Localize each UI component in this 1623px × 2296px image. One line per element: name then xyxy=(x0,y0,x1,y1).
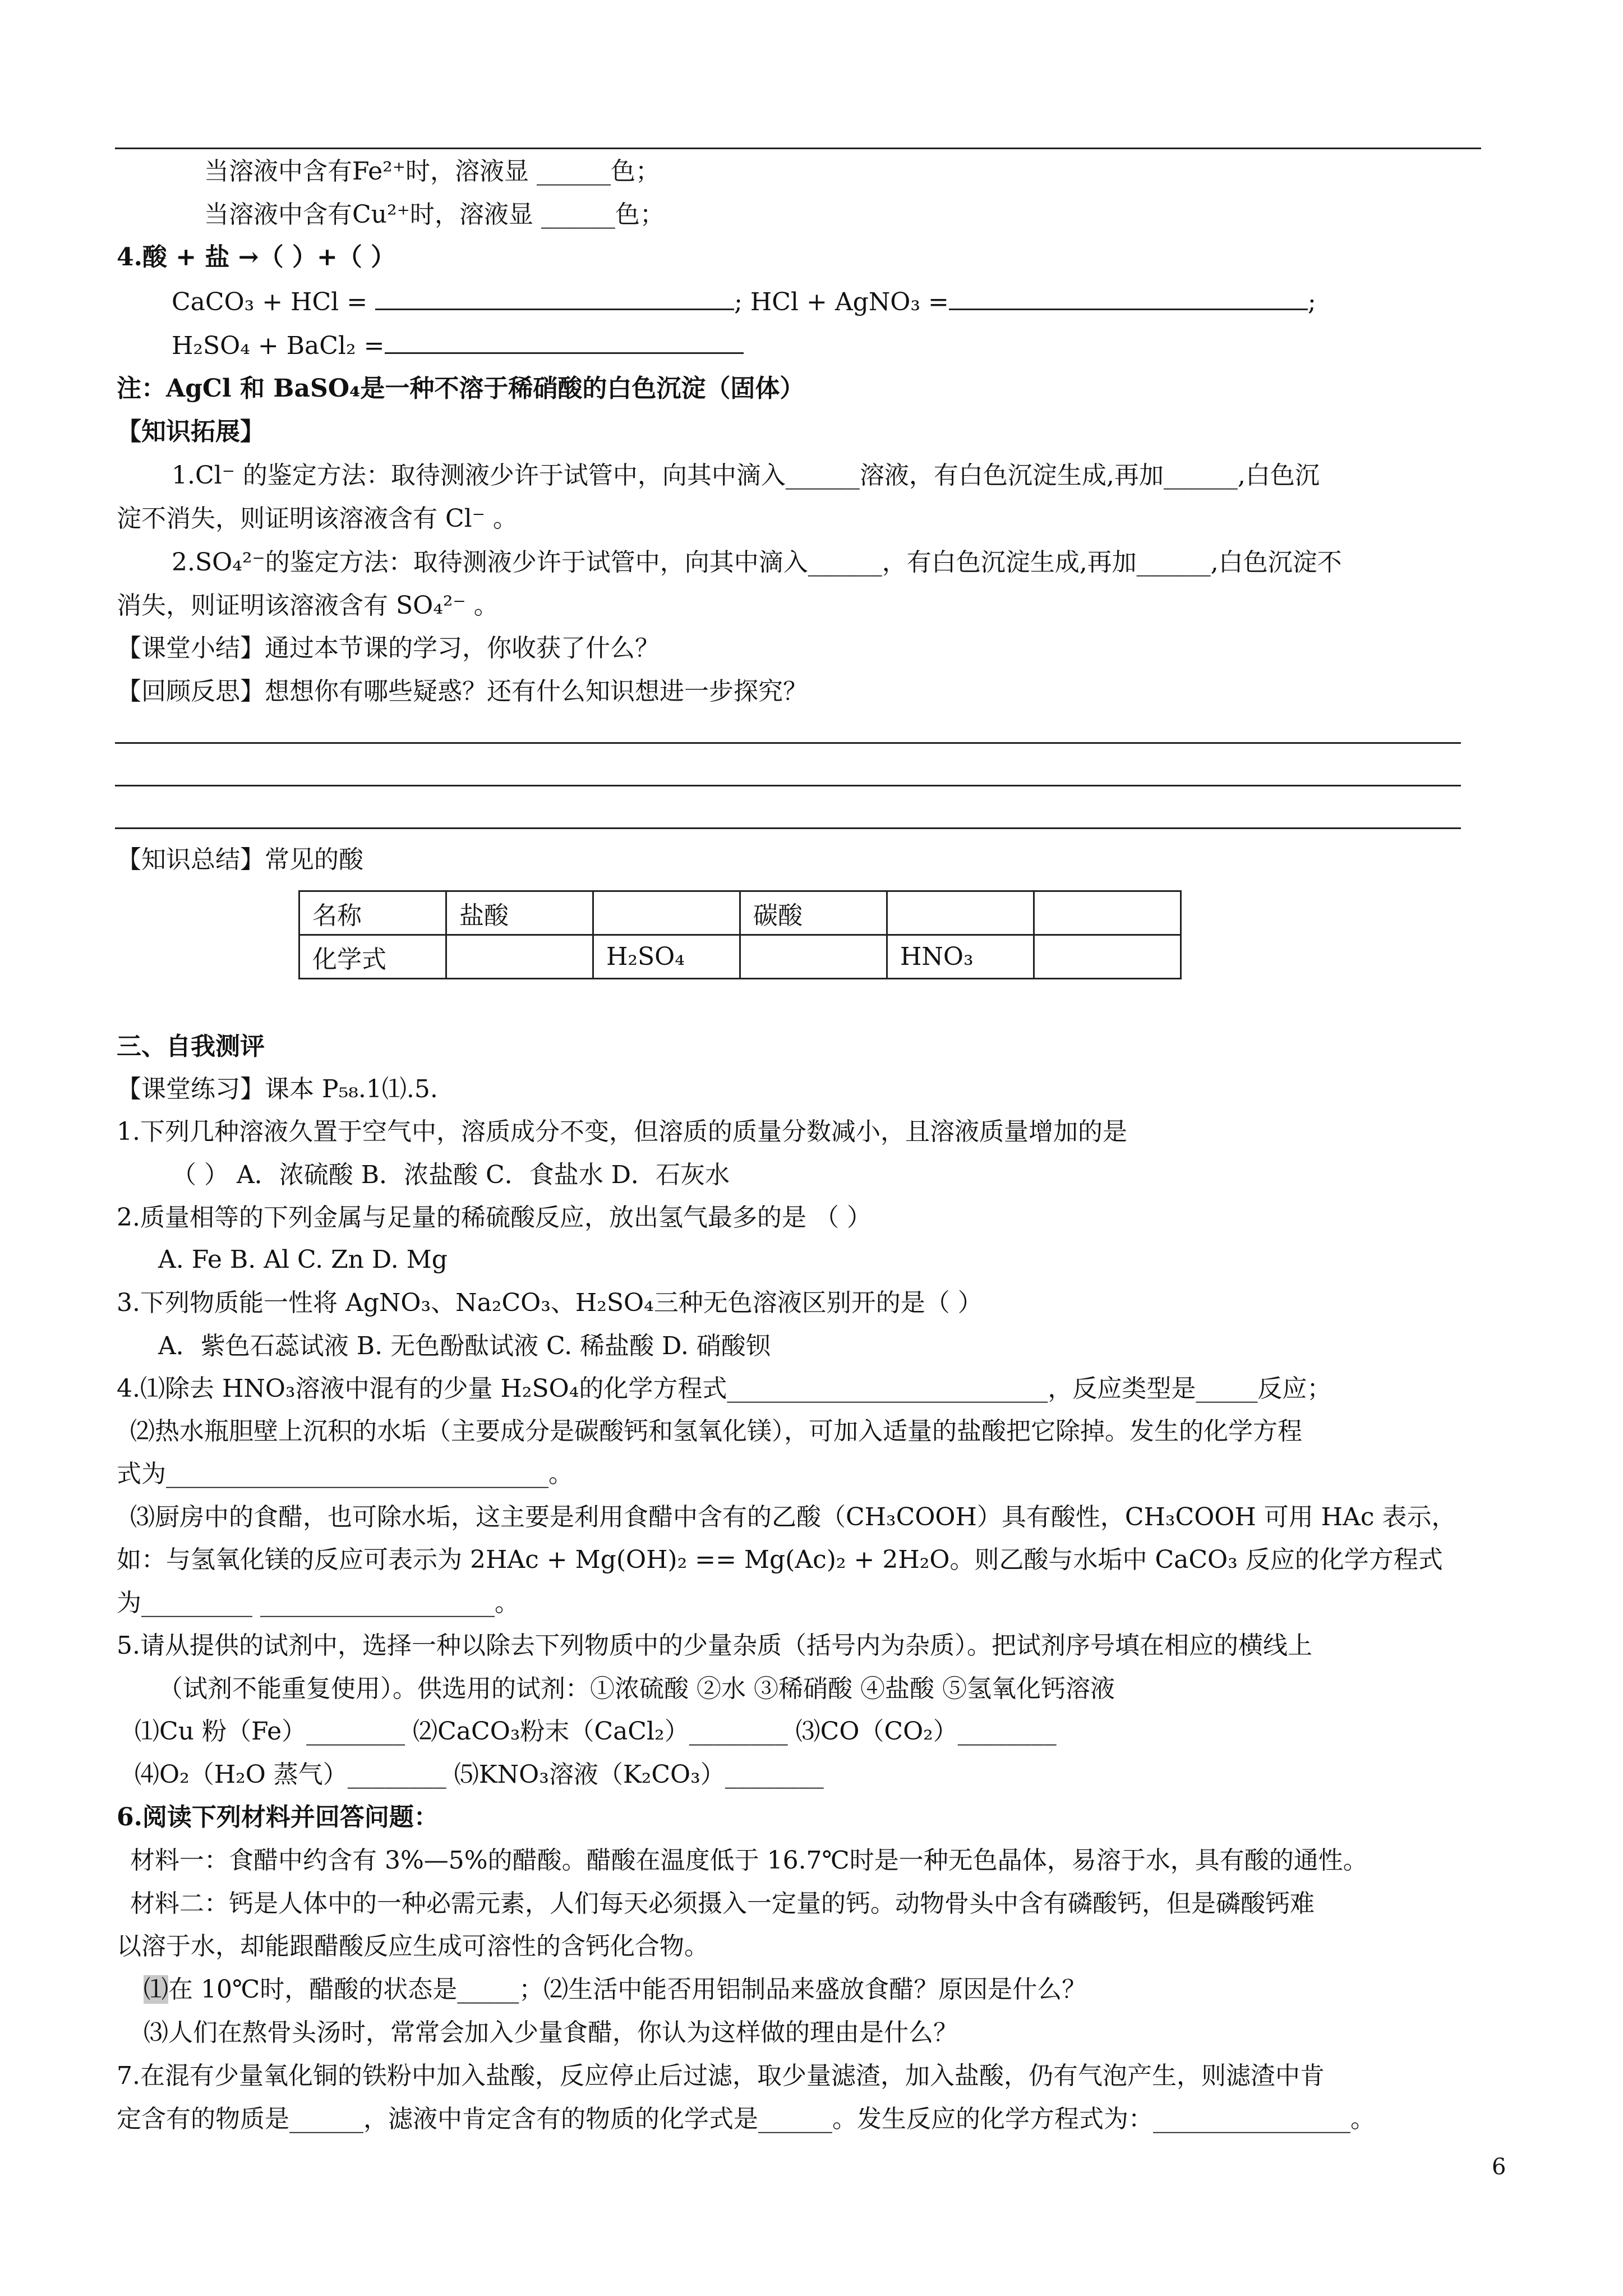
writing-line-1 xyxy=(115,742,1461,744)
question-1-options: （ ） A．浓硫酸 B．浓盐酸 C．食盐水 D．石灰水 xyxy=(172,1161,730,1189)
eq-h2so4-text: H₂SO₄ + BaCl₂ = xyxy=(172,332,385,360)
table-cell: H₂SO₄ xyxy=(593,935,740,979)
eq-hcl-agno3-blank xyxy=(949,286,1308,310)
eq-caco3-text: CaCO₃ + HCl = xyxy=(172,288,376,316)
question-6-sub-3: ⑶人们在熬骨头汤时，常常会加入少量食醋，你认为这样做的理由是什么？ xyxy=(144,2018,958,2047)
so4-test-line-2: 消失，则证明该溶液含有 SO₄²⁻ 。 xyxy=(117,591,499,620)
page-number: 6 xyxy=(1492,2154,1506,2180)
cl-test-line-2: 淀不消失，则证明该溶液含有 Cl⁻ 。 xyxy=(117,504,518,533)
table-cell: 名称 xyxy=(299,891,446,935)
question-5-items-1: ⑴Cu 粉（Fe）________ ⑵CaCO₃粉末（CaCl₂）________ ⑶CO（CO₂）________ xyxy=(135,1717,1057,1746)
line-cu-color: 当溶液中含有Cu²⁺时，溶液显 ______色； xyxy=(204,200,665,229)
table-row xyxy=(299,935,1181,979)
question-5-reagents: （试剂不能重复使用）。供选用的试剂：①浓硫酸 ②水 ③稀硝酸 ④盐酸 ⑤氢氧化钙溶液 xyxy=(158,1674,1115,1703)
so4-test-line-1: 2.SO₄²⁻的鉴定方法：取待测液少许于试管中，向其中滴入______，有白色沉淀生成,再加______,白色沉淀不 xyxy=(172,548,1342,577)
question-4-part-1: 4.⑴除去 HNO₃溶液中混有的少量 H₂SO₄的化学方程式__________________________，反应类型是_____反应； xyxy=(117,1374,1332,1403)
question-4-part-2-cont: 式为_______________________________。 xyxy=(117,1460,573,1488)
line-note: 注：AgCl 和 BaSO₄是一种不溶于稀硝酸的白色沉淀（固体） xyxy=(117,374,805,403)
question-3-options: A．紫色石蕊试液 B. 无色酚酞试液 C. 稀盐酸 D. 硝酸钡 xyxy=(158,1332,771,1360)
writing-line-2 xyxy=(115,785,1461,786)
question-6-sub-1 xyxy=(144,1974,1086,2005)
question-4-part-3: ⑶厨房中的食醋，也可除水垢，这主要是利用食醋中含有的乙酸（CH₃COOH）具有酸性，CH₃COOH 可用 HAc 表示， xyxy=(130,1503,1456,1531)
highlighted-marker: ⑴ xyxy=(144,1975,168,2004)
table-cell xyxy=(740,935,887,979)
common-acids-table xyxy=(298,890,1182,979)
table-cell xyxy=(887,891,1034,935)
table-cell: HNO₃ xyxy=(887,935,1034,979)
knowledge-extension-heading: 【知识拓展】 xyxy=(117,417,265,446)
line-acid-salt-title: 4.酸 + 盐 →（ ）+（ ） xyxy=(117,243,396,272)
question-5-stem: 5.请从提供的试剂中，选择一种以除去下列物质中的少量杂质（括号内为杂质）。把试剂序号填在相应的横线上 xyxy=(117,1631,1312,1660)
table-cell xyxy=(1034,891,1181,935)
class-summary: 【课堂小结】通过本节课的学习，你收获了什么？ xyxy=(117,634,660,662)
question-7-cont: 定含有的物质是______，滤液中肯定含有的物质的化学式是______。发生反应的化学方程式为：________________。 xyxy=(117,2105,1375,2133)
table-cell xyxy=(446,935,593,979)
question-2-options: A. Fe B. Al C. Zn D. Mg xyxy=(158,1245,448,1274)
question-5-items-2: ⑷O₂（H₂O 蒸气）________ ⑸KNO₃溶液（K₂CO₃）________ xyxy=(135,1760,824,1789)
eq-caco3-blank xyxy=(375,286,734,310)
section-self-assessment: 三、自我测评 xyxy=(117,1032,265,1061)
question-4-part-2: ⑵热水瓶胆壁上沉积的水垢（主要成分是碳酸钙和氢氧化镁），可加入适量的盐酸把它除掉。发生的化学方程 xyxy=(130,1417,1302,1446)
question-1-stem: 1.下列几种溶液久置于空气中，溶质成分不变，但溶质的质量分数减小，且溶液质量增加的是 xyxy=(117,1117,1127,1146)
question-6-material-2: 材料二：钙是人体中的一种必需元素，人们每天必须摄入一定量的钙。动物骨头中含有磷酸钙，但是磷酸钙难 xyxy=(130,1889,1315,1918)
line-eq-caco3: CaCO₃ + HCl = ; HCl + AgNO₃ = ; xyxy=(172,286,1316,318)
question-6-material-1: 材料一：食醋中约含有 3%—5%的醋酸。醋酸在温度低于 16.7℃时是一种无色晶体，易溶于水，具有酸的通性。 xyxy=(130,1846,1368,1875)
question-4-part-3-cont: 如：与氢氧化镁的反应可表示为 2HAc + Mg(OH)₂ == Mg(Ac)₂ + 2H₂O。则乙酸与水垢中 CaCO₃ 反应的化学方程式 xyxy=(117,1545,1443,1574)
table-cell xyxy=(1034,935,1181,979)
question-6-title: 6.阅读下列材料并回答问题： xyxy=(117,1803,439,1832)
table-cell: 盐酸 xyxy=(446,891,593,935)
eq-hcl-agno3-text: ; HCl + AgNO₃ = xyxy=(734,288,949,316)
question-6-material-2-cont: 以溶于水，却能跟醋酸反应生成可溶性的含钙化合物。 xyxy=(117,1932,709,1961)
table-row xyxy=(299,891,1181,935)
knowledge-summary: 【知识总结】常见的酸 xyxy=(117,845,363,874)
cl-test-line-1: 1.Cl⁻ 的鉴定方法：取待测液少许于试管中，向其中滴入______溶液，有白色沉淀生成,再加______,白色沉 xyxy=(172,461,1320,490)
reflection: 【回顾反思】想想你有哪些疑惑？还有什么知识想进一步探究？ xyxy=(117,677,808,706)
question-3-stem: 3.下列物质能一性将 AgNO₃、Na₂CO₃、H₂SO₄三种无色溶液区别开的是（ ） xyxy=(117,1289,983,1317)
question-7-stem: 7.在混有少量氧化铜的铁粉中加入盐酸，反应停止后过滤，取少量滤渣，加入盐酸，仍有气泡产生，则滤渣中肯 xyxy=(117,2062,1325,2090)
question-2-stem: 2.质量相等的下列金属与足量的稀硫酸反应，放出氢气最多的是 （ ） xyxy=(117,1203,872,1232)
header-rule xyxy=(115,148,1481,149)
line-fe-color: 当溶液中含有Fe²⁺时，溶液显 ______色； xyxy=(204,157,661,186)
table-cell xyxy=(593,891,740,935)
question-4-part-3-end: 为_________ ___________________。 xyxy=(117,1589,519,1617)
table-cell: 化学式 xyxy=(299,935,446,979)
class-practice: 【课堂练习】课本 P₅₈.1⑴.5. xyxy=(117,1075,438,1103)
question-6-sub-1-text: 在 10℃时，醋酸的状态是_____；⑵生活中能否用铝制品来盛放食醋？原因是什么？ xyxy=(168,1975,1087,2004)
writing-line-3 xyxy=(115,827,1461,829)
table-cell: 碳酸 xyxy=(740,891,887,935)
line-eq-h2so4 xyxy=(172,330,744,362)
eq-h2so4-blank xyxy=(385,330,744,354)
